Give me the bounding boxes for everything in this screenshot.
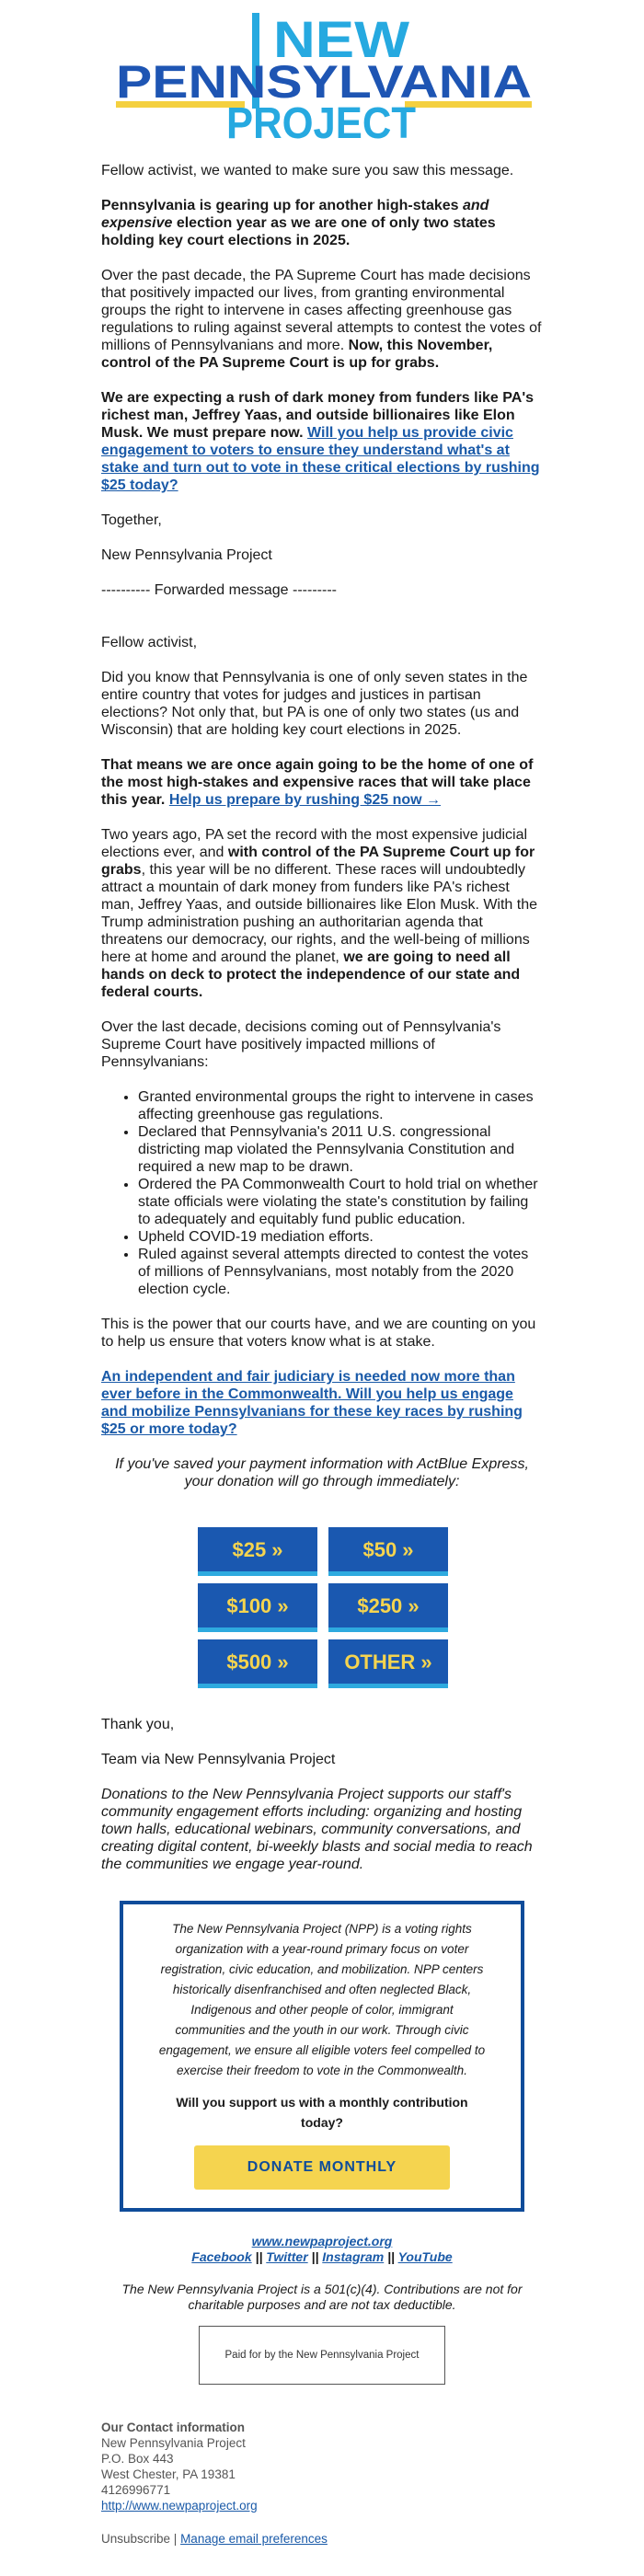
website-link[interactable]: www.newpaproject.org: [251, 2234, 393, 2248]
list-item: • Ruled against several attempts directed to contest the votes of millions of Pennsylvanians, most notably from the 2020 election cycle.: [138, 1246, 543, 1298]
signoff-together: Together,: [101, 512, 162, 528]
link-separator: ||: [251, 2249, 267, 2264]
instagram-link[interactable]: Instagram: [322, 2249, 385, 2264]
body-paragraph-4: Over the last decade, decisions coming out of Pennsylvania's Supreme Court have positively impacted millions of Pennsylvanians:: [101, 1019, 501, 1070]
donate-other-button[interactable]: OTHER »: [328, 1639, 448, 1688]
monthly-question: Will you support us with a monthly contribution today?: [176, 2095, 468, 2130]
footer: [0, 2234, 644, 2547]
intro-line: Fellow activist, we wanted to make sure you saw this message.: [101, 163, 514, 178]
contact-heading: Our Contact information: [101, 2421, 245, 2434]
unsubscribe-row: [101, 2530, 543, 2547]
list-item: • Granted environmental groups the right to intervene in cases affecting greenhouse gas regulations.: [138, 1088, 543, 1123]
logo-graphic: [0, 0, 644, 147]
body-paragraph-6: [101, 1368, 543, 1438]
footer-links: [101, 2234, 543, 2265]
donate-100-button[interactable]: $100 »: [198, 1583, 317, 1632]
contact-url-link[interactable]: http://www.newpaproject.org: [101, 2499, 258, 2513]
manage-preferences-link[interactable]: Manage email preferences: [180, 2532, 328, 2546]
signoff-org: New Pennsylvania Project: [101, 547, 272, 563]
decisions-list: [101, 1088, 543, 1298]
intro-headline: Pennsylvania is gearing up for another high-stakes and expensive election year as we are one of only two states holding key court elections in 2025.: [101, 198, 496, 248]
tax-disclaimer: The New Pennsylvania Project is a 501(c)(4). Contributions are not for charitable purposes and are not tax deductible.: [121, 2282, 523, 2312]
about-text: The New Pennsylvania Project (NPP) is a voting rights organization with a year-round primary focus on voter registration, civic education, and mobilization. NPP centers historically disenfranchised and often neglected Black, Indigenous and other people of color, immigrant communities and the youth in our work. Through civic engagement, we ensure all eligible voters feel compelled to exercise their freedom to vote in the Commonwealth.: [158, 1922, 486, 2077]
closing-thanks: Thank you,: [101, 1717, 175, 1732]
contact-line: 4126996771: [101, 2483, 171, 2497]
closing-team: Team via New Pennsylvania Project: [101, 1752, 336, 1767]
body-paragraph-1: Did you know that Pennsylvania is one of only seven states in the entire country that votes for judges and justices in partisan elections? Not only that, but PA is one of only two states (us and Wisconsin) that are holding key court elections in 2025.: [101, 670, 528, 738]
greeting: Fellow activist,: [101, 635, 198, 650]
donate-50-button[interactable]: $50 »: [328, 1527, 448, 1576]
youtube-link[interactable]: YouTube: [397, 2249, 453, 2264]
unsubscribe-text[interactable]: Unsubscribe: [101, 2532, 171, 2546]
facebook-link[interactable]: Facebook: [191, 2249, 252, 2264]
judiciary-link[interactable]: An independent and fair judiciary is needed now more than ever before in the Commonwealth. Will you help us engage and mobilize Pennsylvanians for these key races by rushing $25 or more today?: [101, 1369, 523, 1437]
donate-monthly-button[interactable]: DONATE MONTHLY: [194, 2145, 450, 2190]
donate-buttons: [198, 1527, 446, 1688]
prepare-link[interactable]: Help us prepare by rushing $25 now →: [168, 792, 442, 808]
actblue-note: If you've saved your payment information with ActBlue Express, your donation will go through immediately:: [115, 1456, 529, 1489]
logo-line-3: PROJECT: [226, 99, 416, 147]
list-item: • Declared that Pennsylvania's 2011 U.S. congressional districting map violated the Pennsylvania Constitution and required a new map to be drawn.: [138, 1123, 543, 1176]
message-content: [0, 147, 644, 1873]
donate-500-button[interactable]: $500 »: [198, 1639, 317, 1688]
donate-25-button[interactable]: $25 »: [198, 1527, 317, 1576]
link-separator: ||: [384, 2249, 398, 2264]
logo: [0, 0, 644, 147]
contact-line: P.O. Box 443: [101, 2452, 174, 2466]
about-box: [120, 1901, 524, 2212]
forwarded-divider: ---------- Forwarded message ---------: [101, 582, 337, 598]
rush-25-link[interactable]: Will you help us provide civic engagement to voters to ensure they understand what's at stake and turn out to vote in these critical elections by rushing $25 today?: [101, 425, 540, 493]
contact-line: New Pennsylvania Project: [101, 2436, 246, 2450]
body-paragraph-2: That means we are once again going to be the home of one of the most high-stakes and expensive races that will take place this year. Help us prepare by rushing $25 now →: [101, 757, 534, 808]
closing-note: Donations to the New Pennsylvania Project supports our staff's community engagement efforts including: organizing and hosting town halls, educational webinars, community conversations, and creating digital content, bi-weekly blasts and social media to reach the communities we engage year-round.: [101, 1787, 533, 1872]
unsub-separator: |: [170, 2532, 181, 2546]
logo-line-2: PENNSYLVANIA: [116, 56, 532, 108]
link-separator: ||: [307, 2249, 323, 2264]
twitter-link[interactable]: Twitter: [266, 2249, 308, 2264]
body-paragraph-3: Two years ago, PA set the record with the most expensive judicial elections ever, and with control of the PA Supreme Court up for grabs, this year will be no different. These races will undoubtedly attract a mountain of dark money from funders like PA's richest man, Jeffrey Yaas, and outside billionaires like Elon Musk. With the Trump administration pushing an authoritarian agenda that threatens our democracy, our rights, and the well-being of millions here at home and around the planet, we are going to need all hands on deck to protect the independence of our state and federal courts.: [101, 827, 538, 1000]
list-item: • Ordered the PA Commonwealth Court to hold trial on whether state officials were violating the state's constitution by failing to adequately and equitably fund public education.: [138, 1176, 543, 1228]
body-paragraph-5: This is the power that our courts have, and we are counting on you to help us ensure that voters know what is at stake.: [101, 1317, 536, 1350]
list-item: • Upheld COVID-19 mediation efforts.: [138, 1228, 543, 1246]
intro-call: We are expecting a rush of dark money from funders like PA's richest man, Jeffrey Yaas, and outside billionaires like Elon Musk. We must prepare now. Will you help us provide civic engagement to voters to ensure they understand what's at stake and turn out to vote in these critical elections by rushing $25 today?: [101, 390, 540, 493]
paid-for-box: Paid for by the New Pennsylvania Project: [199, 2326, 445, 2385]
intro-paragraph: Over the past decade, the PA Supreme Court has made decisions that positively impacted our lives, from granting environmental groups the right to intervene in cases affecting greenhouse gas regulations to ruling against several attempts to contest the votes of millions of Pennsylvanians and more. Now, this November, control of the PA Supreme Court is up for grabs.: [101, 268, 542, 371]
logo-line-1: NEW: [273, 10, 410, 68]
contact-info: [101, 2420, 543, 2513]
contact-line: West Chester, PA 19381: [101, 2467, 236, 2481]
donate-250-button[interactable]: $250 »: [328, 1583, 448, 1632]
